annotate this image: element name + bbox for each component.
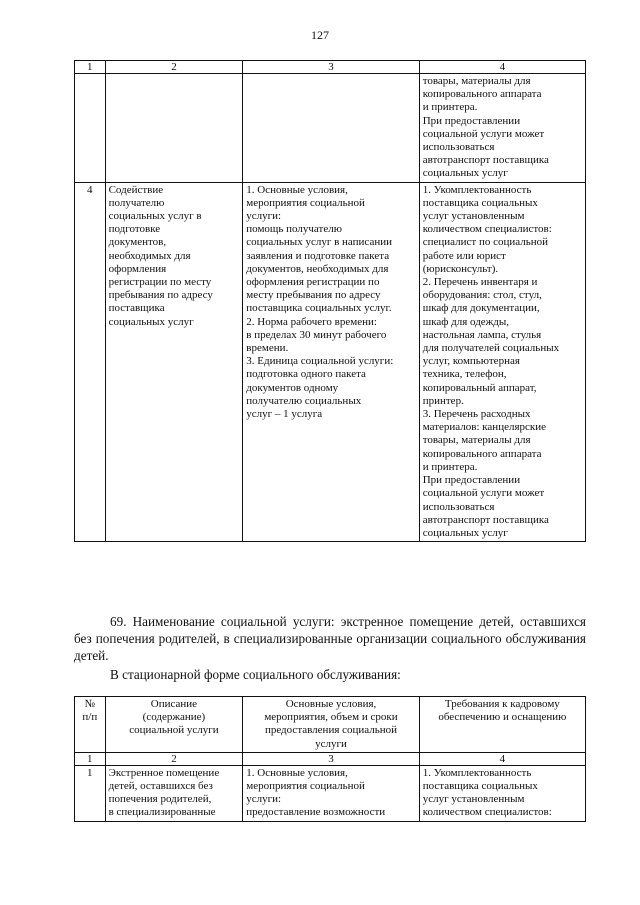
- text-line: 3. Единица социальной услуги:: [246, 355, 394, 368]
- text-line: пребывания по адресу: [108, 289, 213, 302]
- text-line: автотранспорт поставщика: [422, 154, 549, 167]
- text-line: месту пребывания по адресу: [246, 289, 381, 302]
- text-line: 3. Перечень расходных: [422, 408, 531, 421]
- header-requirements: [419, 697, 585, 753]
- header-text: [109, 698, 240, 738]
- text-line: подготовка одного пакета: [246, 368, 366, 381]
- text-line: предоставления социальной: [264, 724, 398, 737]
- text-line: Содействие: [108, 183, 164, 196]
- text-line: товары, материалы для: [422, 75, 531, 87]
- text-line: заявления и подготовке пакета: [246, 249, 390, 262]
- header-conditions: [243, 697, 419, 753]
- col-number: 2: [105, 61, 243, 74]
- text-line: услуг установленным: [422, 210, 525, 223]
- text-line: использоваться: [422, 500, 495, 513]
- text-line: социальной услуги может: [422, 487, 545, 500]
- text-line: предоставление возможности: [246, 806, 386, 819]
- header-text: [78, 698, 102, 724]
- text-line: документов,: [108, 236, 167, 249]
- conditions-cell: [243, 182, 419, 541]
- col-number: 4: [419, 752, 585, 765]
- col-number: 1: [75, 61, 106, 74]
- text-line: количеством специалистов:: [422, 223, 552, 236]
- text-line: количеством специалистов:: [422, 806, 552, 819]
- text-line: автотранспорт поставщика: [422, 513, 549, 526]
- text-line: услуги:: [246, 210, 282, 223]
- header-text: [423, 698, 582, 724]
- text-line: поставщика социальных: [422, 780, 538, 793]
- text-line: и принтера.: [422, 101, 478, 114]
- text-line: поставщика: [108, 302, 165, 315]
- service-name-paragraph: [74, 613, 586, 664]
- text-line: услуги: [315, 737, 347, 750]
- table-row: [75, 765, 586, 821]
- text-line: обеспечению и оснащению: [438, 711, 567, 724]
- text-line: шкаф для документации,: [422, 302, 540, 315]
- text-line: детей, оставшихся без: [108, 780, 213, 793]
- row-number-cell: [75, 74, 106, 183]
- text-line: услуг, компьютерная: [422, 355, 520, 368]
- text-line: копировального аппарата: [422, 88, 542, 101]
- text-line: социальной услуги: [129, 724, 219, 737]
- text-line: оформления: [108, 262, 167, 275]
- table-row-continued: [75, 74, 586, 183]
- col-number: 4: [419, 61, 585, 74]
- text-line: 1. Укомплектованность: [422, 183, 532, 196]
- text-line: Требования к кадровому: [444, 698, 560, 710]
- cell-text: [423, 75, 582, 181]
- services-table: [74, 696, 586, 822]
- description-cell: [105, 765, 243, 821]
- text-line: поставщика социальных: [422, 196, 538, 209]
- header-description: [105, 697, 243, 753]
- header-number: [75, 697, 106, 753]
- text-line: материалов: канцелярские: [422, 421, 547, 434]
- requirements-cell: [419, 74, 585, 183]
- text-line: мероприятия социальной: [246, 780, 365, 793]
- text-line: (юрисконсульт).: [422, 262, 499, 275]
- text-line: для получателей социальных: [422, 342, 560, 355]
- text-line: услуг – 1 услуга: [246, 408, 323, 421]
- text-line: Экстренное помещение: [108, 766, 220, 779]
- text-line: использоваться: [422, 141, 495, 154]
- text-line: мероприятия социальной: [246, 196, 365, 209]
- text-line: в пределах 30 минут рабочего: [246, 328, 387, 341]
- text-line: социальных услуг в написании: [246, 236, 392, 249]
- text-line: документов одному: [246, 381, 339, 394]
- text-line: социальных услуг: [422, 167, 508, 180]
- text-line: №: [84, 698, 96, 710]
- text-line: документов, необходимых для: [246, 262, 389, 275]
- text-line: получателю: [108, 196, 165, 209]
- row-number-cell: 1: [75, 765, 106, 821]
- cell-text: [246, 767, 415, 820]
- text-line: мероприятия, объем и сроки: [264, 711, 398, 724]
- text-line: 1. Укомплектованность: [422, 766, 532, 779]
- text-line: социальных услуг в: [108, 210, 202, 223]
- text-line: техника, телефон,: [422, 368, 507, 381]
- text-line: Основные условия,: [285, 698, 377, 710]
- text-line: в специализированные: [108, 806, 216, 819]
- text-line: п/п: [82, 711, 98, 724]
- col-number: 3: [243, 61, 419, 74]
- text-line: 1. Основные условия,: [246, 183, 348, 196]
- text-line: 2. Перечень инвентаря и: [422, 276, 538, 289]
- col-number: 3: [243, 752, 419, 765]
- text-line: При предоставлении: [422, 474, 521, 487]
- requirements-cell: [419, 182, 585, 541]
- service-name-text: 69. Наименование социальной услуги: экстренное помещение детей, оставшихся без попечения родителей, в специализированные организации социального обслуживания детей.: [74, 614, 586, 663]
- text-line: 1. Основные условия,: [246, 766, 348, 779]
- text-line: попечения родителей,: [108, 793, 212, 806]
- services-table-continued: [74, 60, 586, 542]
- text-line: социальных услуг: [108, 315, 194, 328]
- text-line: специалист по социальной: [422, 236, 548, 249]
- description-cell: [105, 182, 243, 541]
- header-row: [75, 697, 586, 753]
- text-line: При предоставлении: [422, 114, 521, 127]
- text-line: социальных услуг: [422, 526, 508, 539]
- cell-text: [109, 184, 240, 329]
- text-line: услуги:: [246, 793, 282, 806]
- column-number-row: [75, 752, 586, 765]
- text-line: оборудования: стол, стул,: [422, 289, 542, 302]
- text-line: социальной услуги может: [422, 127, 545, 140]
- text-line: принтер.: [422, 394, 464, 407]
- col-number: 1: [75, 752, 106, 765]
- text-line: (содержание): [142, 711, 206, 724]
- header-text: [246, 698, 415, 751]
- text-line: копировальный аппарат,: [422, 381, 537, 394]
- cell-text: [109, 767, 240, 820]
- service-form-text: В стационарной форме социального обслуживания:: [110, 667, 401, 682]
- col-number: 2: [105, 752, 243, 765]
- cell-text: [423, 184, 582, 540]
- text-line: копировального аппарата: [422, 447, 542, 460]
- text-line: шкаф для одежды,: [422, 315, 510, 328]
- text-line: необходимых для: [108, 249, 191, 262]
- text-line: получателю социальных: [246, 394, 362, 407]
- text-line: услуг установленным: [422, 793, 525, 806]
- text-line: регистрации по месту: [108, 276, 212, 289]
- requirements-cell: [419, 765, 585, 821]
- row-number-cell: 4: [75, 182, 106, 541]
- text-line: 2. Норма рабочего времени:: [246, 315, 377, 328]
- description-cell: [105, 74, 243, 183]
- table-row: [75, 182, 586, 541]
- text-line: поставщика социальных услуг.: [246, 302, 392, 315]
- service-form-paragraph: [74, 666, 586, 683]
- column-number-row: [75, 61, 586, 74]
- cell-text: [423, 767, 582, 820]
- text-line: оформления регистрации по: [246, 276, 380, 289]
- cell-text: [246, 184, 415, 422]
- text-line: Описание: [150, 698, 198, 710]
- conditions-cell: [243, 74, 419, 183]
- text-line: подготовке: [108, 223, 161, 236]
- text-line: товары, материалы для: [422, 434, 531, 447]
- text-line: работе или юрист: [422, 249, 506, 262]
- text-line: времени.: [246, 342, 289, 355]
- conditions-cell: [243, 765, 419, 821]
- text-line: настольная лампа, стулья: [422, 328, 542, 341]
- page-number: 127: [311, 28, 329, 42]
- text-line: помощь получателю: [246, 223, 342, 236]
- text-line: и принтера.: [422, 460, 478, 473]
